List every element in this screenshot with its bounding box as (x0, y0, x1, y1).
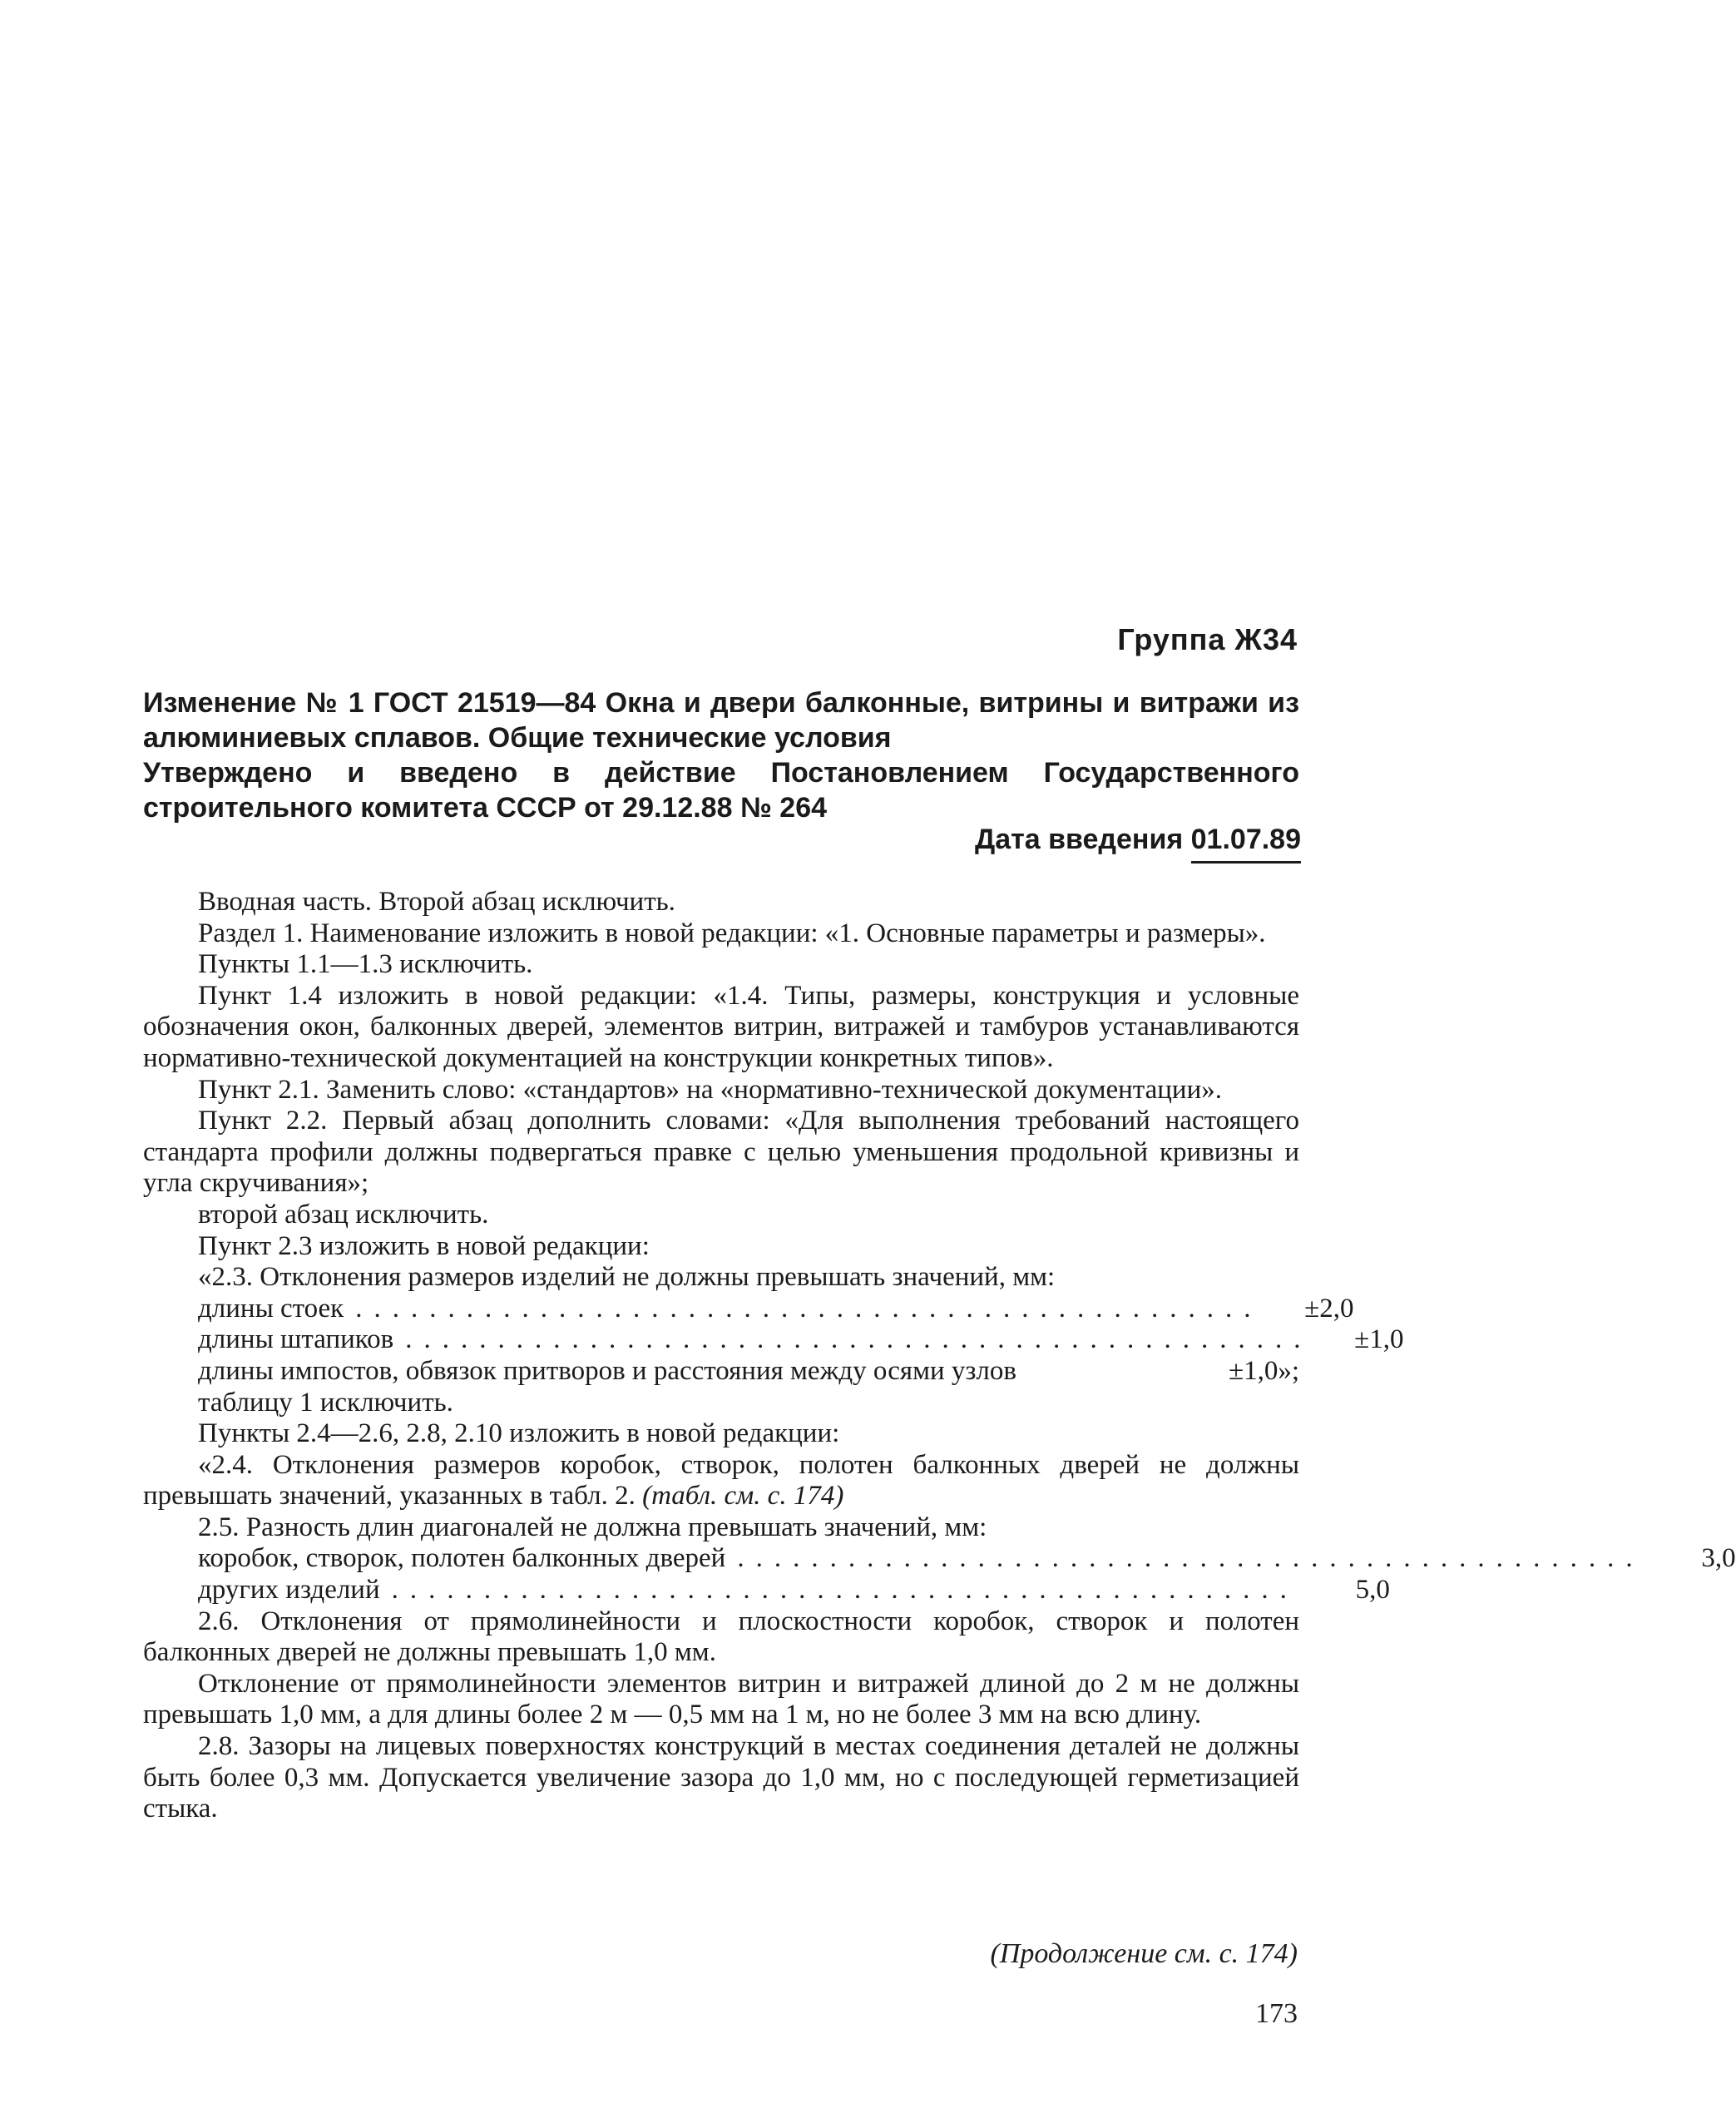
tolerance-row (143, 1324, 1404, 1356)
leader-dots: ................................................. (391, 1575, 1298, 1606)
paragraph: Отклонение от прямолинейности элементов витрин и витражей длиной до 2 м не должны превышать 1,0 мм, а для длины более 2 м — 0,5 мм на 1 м, но не более 3 мм на всю длину. (143, 1668, 1299, 1730)
leader-dots: ................................................. (355, 1293, 1263, 1324)
paragraph: таблицу 1 исключить. (198, 1387, 453, 1418)
continuation-note: (Продолжение см. с. 174) (990, 1938, 1298, 1969)
leader-dots: ................................................. (405, 1324, 1313, 1355)
amendment-title: Изменение № 1 ГОСТ 21519—84 Окна и двери балконные, витрины и витражи из алюминиевых сплавов. Общие технические условия (143, 687, 1299, 754)
tolerance-label: длины стоек (198, 1293, 344, 1324)
paragraph: «2.3. Отклонения размеров изделий не должны превышать значений, мм: (198, 1262, 1056, 1293)
paragraph: 2.6. Отклонения от прямолинейности и плоскостности коробок, створок и полотен балконных дверей не должны превышать 1,0 мм. (143, 1606, 1299, 1668)
table-reference: (табл. см. с. 174) (642, 1481, 844, 1512)
paragraph: Вводная часть. Второй абзац исключить. (198, 887, 675, 917)
paragraph: Пункт 2.3 изложить в новой редакции: (198, 1230, 650, 1261)
tolerance-label: длины импостов, обвязок притворов и расстояния между осями узлов (198, 1355, 1016, 1386)
paragraph: Пункт 2.1. Заменить слово: «стандартов» на «нормативно-технической документации». (198, 1074, 1222, 1105)
paragraph: Пункт 2.2. Первый абзац дополнить словами: «Для выполнения требований настоящего стандарта профили должны подвергаться правке с целью уменьшения продольной кривизны и угла скручивания»; (143, 1106, 1299, 1199)
tolerance-value: ±1,0»; (1228, 1355, 1299, 1386)
paragraph-text: «2.4. Отклонения размеров коробок, створок, полотен балконных дверей не должны превышать значений, указанных в табл. 2. (143, 1449, 1299, 1512)
tolerance-row (143, 1293, 1354, 1325)
tolerance-value: ±1,0 (1354, 1324, 1404, 1355)
effective-date (975, 824, 1301, 864)
tolerance-value: ±2,0 (1304, 1293, 1354, 1324)
diagonal-value: 5,0 (1355, 1575, 1390, 1606)
tolerance-row (143, 1356, 1299, 1388)
group-code: Группа Ж34 (1117, 622, 1298, 656)
page-number: 173 (1255, 1998, 1298, 2029)
approval-statement: Утверждено и введено в действие Постановлением Государственного строительного комитета СССР от 29.12.88 № 264 (143, 757, 1299, 824)
paragraph (143, 1450, 1299, 1512)
paragraph: Раздел 1. Наименование изложить в новой редакции: «1. Основные параметры и размеры». (198, 918, 1266, 948)
paragraph: 2.8. Зазоры на лицевых поверхностях конструкций в местах соединения деталей не должны быть более 0,3 мм. Допускается увеличение зазора до 1,0 мм, но с последующей герметизацией стыка. (143, 1731, 1299, 1824)
diagonal-row (143, 1543, 1736, 1575)
diagonal-label: коробок, створок, полотен балконных дверей (198, 1543, 726, 1574)
paragraph: Пункты 1.1—1.3 исключить. (198, 949, 533, 980)
paragraph: 2.5. Разность длин диагоналей не должна превышать значений, мм: (198, 1512, 987, 1542)
effective-date-label: Дата введения (975, 824, 1184, 855)
effective-date-value: 01.07.89 (1191, 824, 1301, 864)
tolerance-label: длины штапиков (198, 1324, 394, 1355)
document-body (143, 887, 1736, 1825)
diagonal-label: других изделий (198, 1575, 380, 1606)
paragraph: второй абзац исключить. (198, 1199, 489, 1230)
leader-dots: ................................................. (737, 1543, 1645, 1574)
paragraph: Пункт 1.4 изложить в новой редакции: «1.4. Типы, размеры, конструкция и условные обозначения окон, балконных дверей, элементов витрин, витражей и тамбуров устанавливаются нормативно-технической документацией на конструкции конкретных типов». (143, 980, 1299, 1073)
diagonal-row (143, 1575, 1390, 1606)
diagonal-value: 3,0 (1701, 1543, 1736, 1574)
paragraph: Пункты 2.4—2.6, 2.8, 2.10 изложить в новой редакции: (198, 1418, 840, 1449)
